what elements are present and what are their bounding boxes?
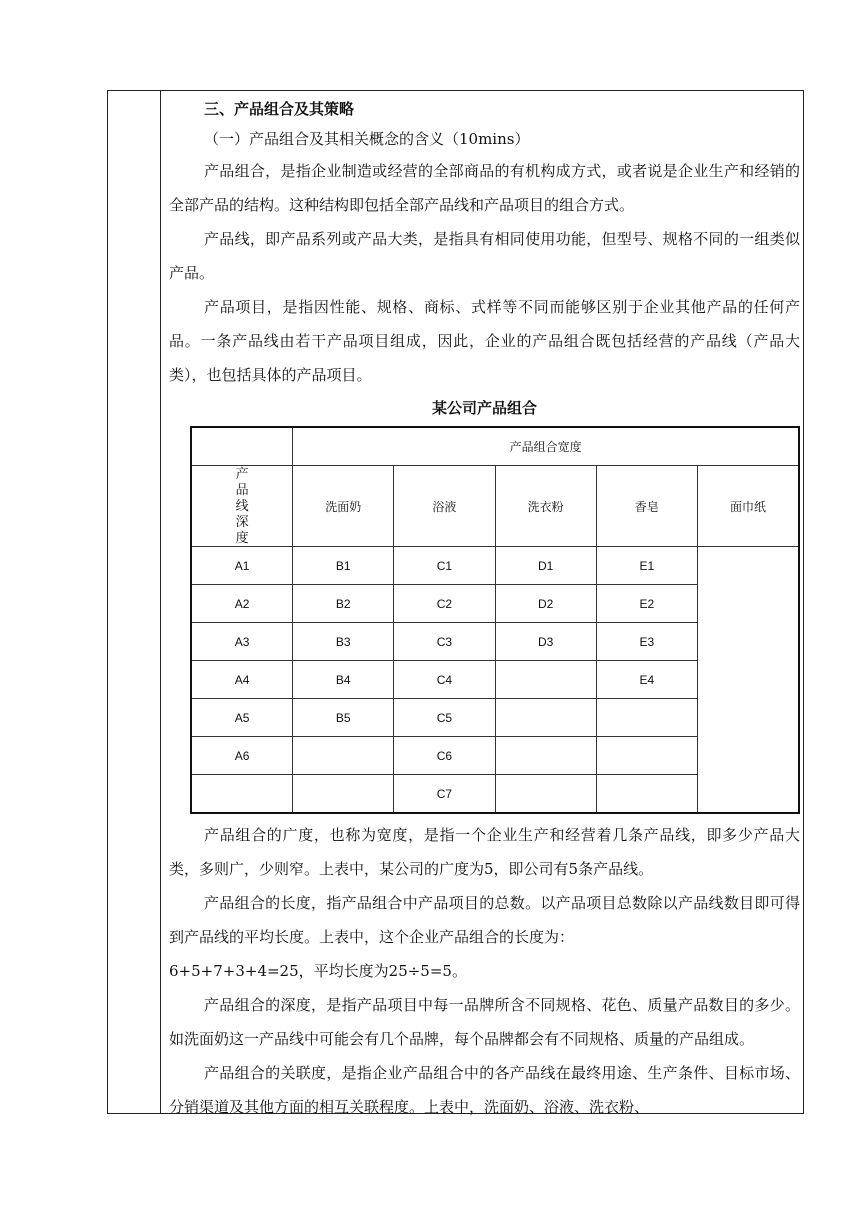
column-header: 浴液: [394, 466, 495, 547]
depth-label: [191, 466, 293, 547]
table-cell: E4: [596, 661, 697, 699]
table-cell: [596, 737, 697, 775]
depth-label-text: 产品线深度: [235, 466, 249, 545]
table-cell: A1: [191, 547, 293, 585]
paragraph-relevance: 产品组合的关联度，是指企业产品组合中的各产品线在最终用途、生产条件、目标市场、分销渠道及其他方面的相互关联程度。上表中，洗面奶、浴液、洗衣粉、: [169, 1064, 800, 1116]
table-row: [191, 585, 799, 623]
table-cell: B4: [293, 661, 394, 699]
column-header: 面巾纸: [697, 466, 799, 547]
column-header: 洗面奶: [293, 466, 394, 547]
product-mix-table: [190, 426, 800, 814]
paragraph-length: 产品组合的长度，指产品组合中产品项目的总数。以产品项目总数除以产品线数目即可得到产品线的平均长度。上表中，这个企业产品组合的长度为：: [169, 894, 800, 946]
paragraph-depth: 产品组合的深度，是指产品项目中每一品牌所含不同规格、花色、质量产品数目的多少。如洗面奶这一产品线中可能会有几个品牌，每个品牌都会有不同规格、质量的产品组成。: [169, 996, 800, 1048]
table-cell: A3: [191, 623, 293, 661]
column-header: 香皂: [596, 466, 697, 547]
table-cell: B3: [293, 623, 394, 661]
table-cell: [293, 775, 394, 814]
table-title: 某公司产品组合: [431, 399, 537, 417]
table-cell: C3: [394, 623, 495, 661]
table-header-row: [191, 427, 799, 466]
table-cell: [495, 737, 596, 775]
table-cell: [191, 775, 293, 814]
paragraph-product-line: 产品线，即产品系列或产品大类，是指具有相同使用功能，但型号、规格不同的一组类似产品。: [169, 230, 800, 282]
table-cell: D1: [495, 547, 596, 585]
table-cell: [596, 699, 697, 737]
table-cell: E2: [596, 585, 697, 623]
table-cell: A2: [191, 585, 293, 623]
table-row: [191, 737, 799, 775]
table-cell: C6: [394, 737, 495, 775]
table-corner-cell: [191, 427, 293, 466]
column-divider: [160, 90, 161, 1114]
table-cell: B5: [293, 699, 394, 737]
table-cell: B2: [293, 585, 394, 623]
table-cell: C2: [394, 585, 495, 623]
table-row: [191, 661, 799, 699]
table-row: [191, 547, 799, 585]
table-row: [191, 623, 799, 661]
table-cell: B1: [293, 547, 394, 585]
table-cell: [495, 775, 596, 814]
table-cell: C5: [394, 699, 495, 737]
table-column-row: [191, 466, 799, 547]
paragraph-breadth: 产品组合的广度，也称为宽度，是指一个企业生产和经营着几条产品线，即多少产品大类，多则广，少则窄。上表中，某公司的广度为5，即公司有5条产品线。: [169, 826, 800, 878]
subsection-title: （一）产品组合及其相关概念的含义（10mins）: [204, 130, 530, 148]
table-cell: [293, 737, 394, 775]
table-cell: C1: [394, 547, 495, 585]
table-cell: [495, 699, 596, 737]
table-cell: C4: [394, 661, 495, 699]
document-content: [169, 94, 800, 1124]
table-cell: [596, 775, 697, 814]
table-cell: C7: [394, 775, 495, 814]
table-cell: A4: [191, 661, 293, 699]
table-row: [191, 699, 799, 737]
table-row: [191, 775, 799, 814]
table-cell: D3: [495, 623, 596, 661]
table-cell: A6: [191, 737, 293, 775]
paragraph-product-item: 产品项目，是指因性能、规格、商标、式样等不同而能够区别于企业其他产品的任何产品。一条产品线由若干产品项目组成，因此，企业的产品组合既包括经营的产品线（产品大类），也包括具体的产品项目。: [169, 298, 800, 384]
table-cell: E1: [596, 547, 697, 585]
table-cell: A5: [191, 699, 293, 737]
table-cell: E3: [596, 623, 697, 661]
paragraph-product-mix: 产品组合，是指企业制造或经营的全部商品的有机构成方式，或者说是企业生产和经销的全部产品的结构。这种结构即包括全部产品线和产品项目的组合方式。: [169, 162, 800, 214]
column-header: 洗衣粉: [495, 466, 596, 547]
section-title: 三、产品组合及其策略: [204, 100, 355, 118]
width-label: 产品组合宽度: [293, 427, 799, 466]
table-cell: D2: [495, 585, 596, 623]
paragraph-length-formula: 6+5+7+3+4=25，平均长度为25÷5=5。: [169, 962, 467, 980]
table-cell: [495, 661, 596, 699]
